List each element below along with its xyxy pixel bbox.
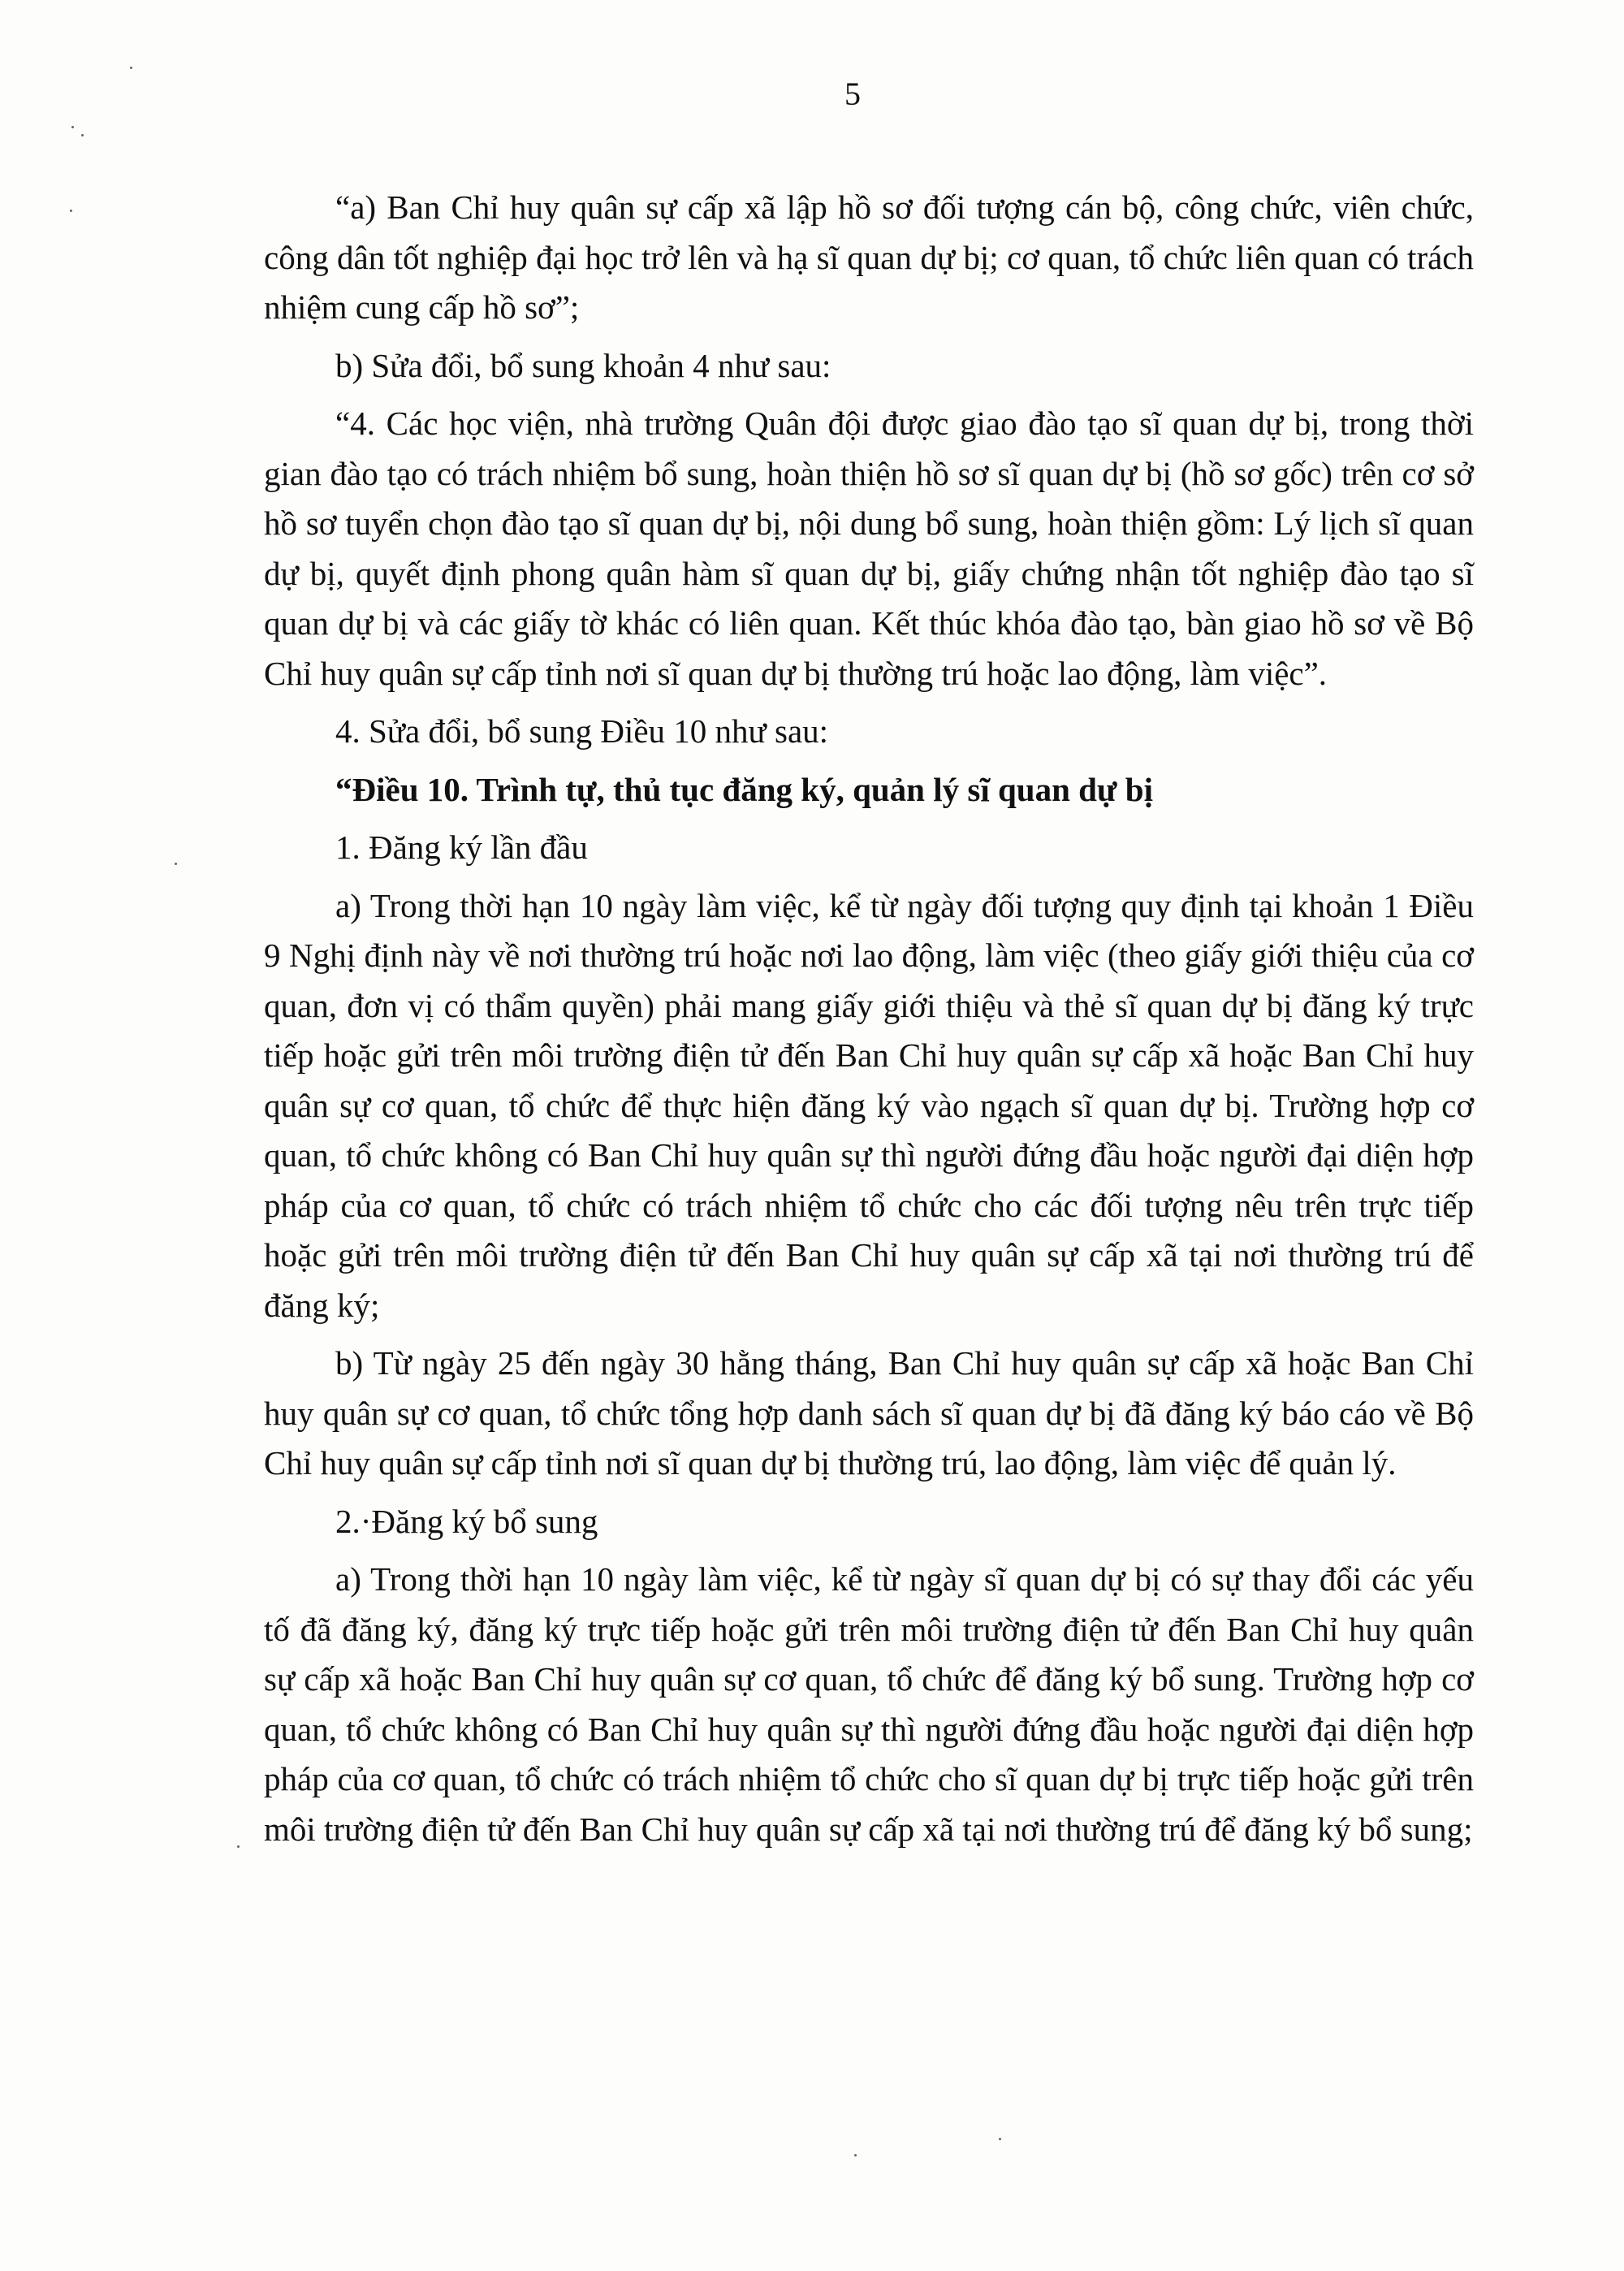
scan-speck [175,863,177,865]
scan-speck [999,2138,1001,2140]
section-2-heading: 2.·Đăng ký bổ sung [335,1502,598,1540]
scan-speck [81,134,84,136]
scan-speck [237,1845,240,1848]
page-number: 5 [844,76,861,112]
paragraph-2a: a) Trong thời hạn 10 ngày làm việc, kể từ ngày sĩ quan dự bị có sự thay đổi các yếu tố đã đăng ký, đăng ký trực tiếp hoặc gửi trên môi trường điện tử đến Ban Chỉ huy quân sự cấp xã hoặc Ban Chỉ huy quân sự cơ quan, tổ chức để đăng ký bổ sung. Trường hợp cơ quan, tổ chức không có Ban Chỉ huy quân sự thì người đứng đầu hoặc người đại diện hợp pháp của cơ quan, tổ chức có trách nhiệm tổ chức cho sĩ quan dự bị trực tiếp hoặc gửi trên môi trường điện tử đến Ban Chỉ huy quân sự cấp xã tại nơi thường trú để đăng ký bổ sung; [264,1560,1474,1848]
paragraph-1b: b) Từ ngày 25 đến ngày 30 hằng tháng, Ban Chỉ huy quân sự cấp xã hoặc Ban Chỉ huy quân sự cơ quan, tổ chức tổng hợp danh sách sĩ quan dự bị đã đăng ký báo cáo về Bộ Chỉ huy quân sự cấp tỉnh nơi sĩ quan dự bị thường trú, lao động, làm việc để quản lý. [264,1344,1474,1482]
article-10-heading: “Điều 10. Trình tự, thủ tục đăng ký, quản lý sĩ quan dự bị [335,770,1153,808]
scan-speck [854,2154,857,2156]
paragraph-1a: a) Trong thời hạn 10 ngày làm việc, kể từ ngày đối tượng quy định tại khoản 1 Điều 9 Nghị định này về nơi thường trú hoặc nơi lao động, làm việc (theo giấy giới thiệu của cơ quan, đơn vị có thẩm quyền) phải mang giấy giới thiệu và thẻ sĩ quan dự bị đăng ký trực tiếp hoặc gửi trên môi trường điện tử đến Ban Chỉ huy quân sự cấp xã hoặc Ban Chỉ huy quân sự cơ quan, tổ chức để thực hiện đăng ký vào ngạch sĩ quan dự bị. Trường hợp cơ quan, tổ chức không có Ban Chỉ huy quân sự thì người đứng đầu hoặc người đại diện hợp pháp của cơ quan, tổ chức có trách nhiệm tổ chức cho các đối tượng nêu trên trực tiếp hoặc gửi trên môi trường điện tử đến Ban Chỉ huy quân sự cấp xã tại nơi thường trú để đăng ký; [264,886,1474,1324]
paragraph-item-4: 4. Sửa đổi, bổ sung Điều 10 như sau: [335,712,829,750]
document-body [264,183,1474,1854]
paragraph-amend-a: “a) Ban Chỉ huy quân sự cấp xã lập hồ sơ đối tượng cán bộ, công chức, viên chức, công dân tốt nghiệp đại học trở lên và hạ sĩ quan dự bị; cơ quan, tổ chức liên quan có trách nhiệm cung cấp hồ sơ”; [264,188,1474,326]
paragraph-amend-b: b) Sửa đổi, bổ sung khoản 4 như sau: [335,346,831,384]
scan-speck [71,126,74,128]
paragraph-clause-4: “4. Các học viện, nhà trường Quân đội được giao đào tạo sĩ quan dự bị, trong thời gian đào tạo có trách nhiệm bổ sung, hoàn thiện hồ sơ sĩ quan dự bị (hồ sơ gốc) trên cơ sở hồ sơ tuyển chọn đào tạo sĩ quan dự bị, nội dung bổ sung, hoàn thiện gồm: Lý lịch sĩ quan dự bị, quyết định phong quân hàm sĩ quan dự bị, giấy chứng nhận tốt nghiệp đào tạo sĩ quan dự bị và các giấy tờ khác có liên quan. Kết thúc khóa đào tạo, bàn giao hồ sơ về Bộ Chỉ huy quân sự cấp tỉnh nơi sĩ quan dự bị thường trú hoặc lao động, làm việc”. [264,404,1474,692]
scan-speck [70,210,72,212]
scan-speck [130,67,132,69]
section-1-heading: 1. Đăng ký lần đầu [335,828,588,866]
